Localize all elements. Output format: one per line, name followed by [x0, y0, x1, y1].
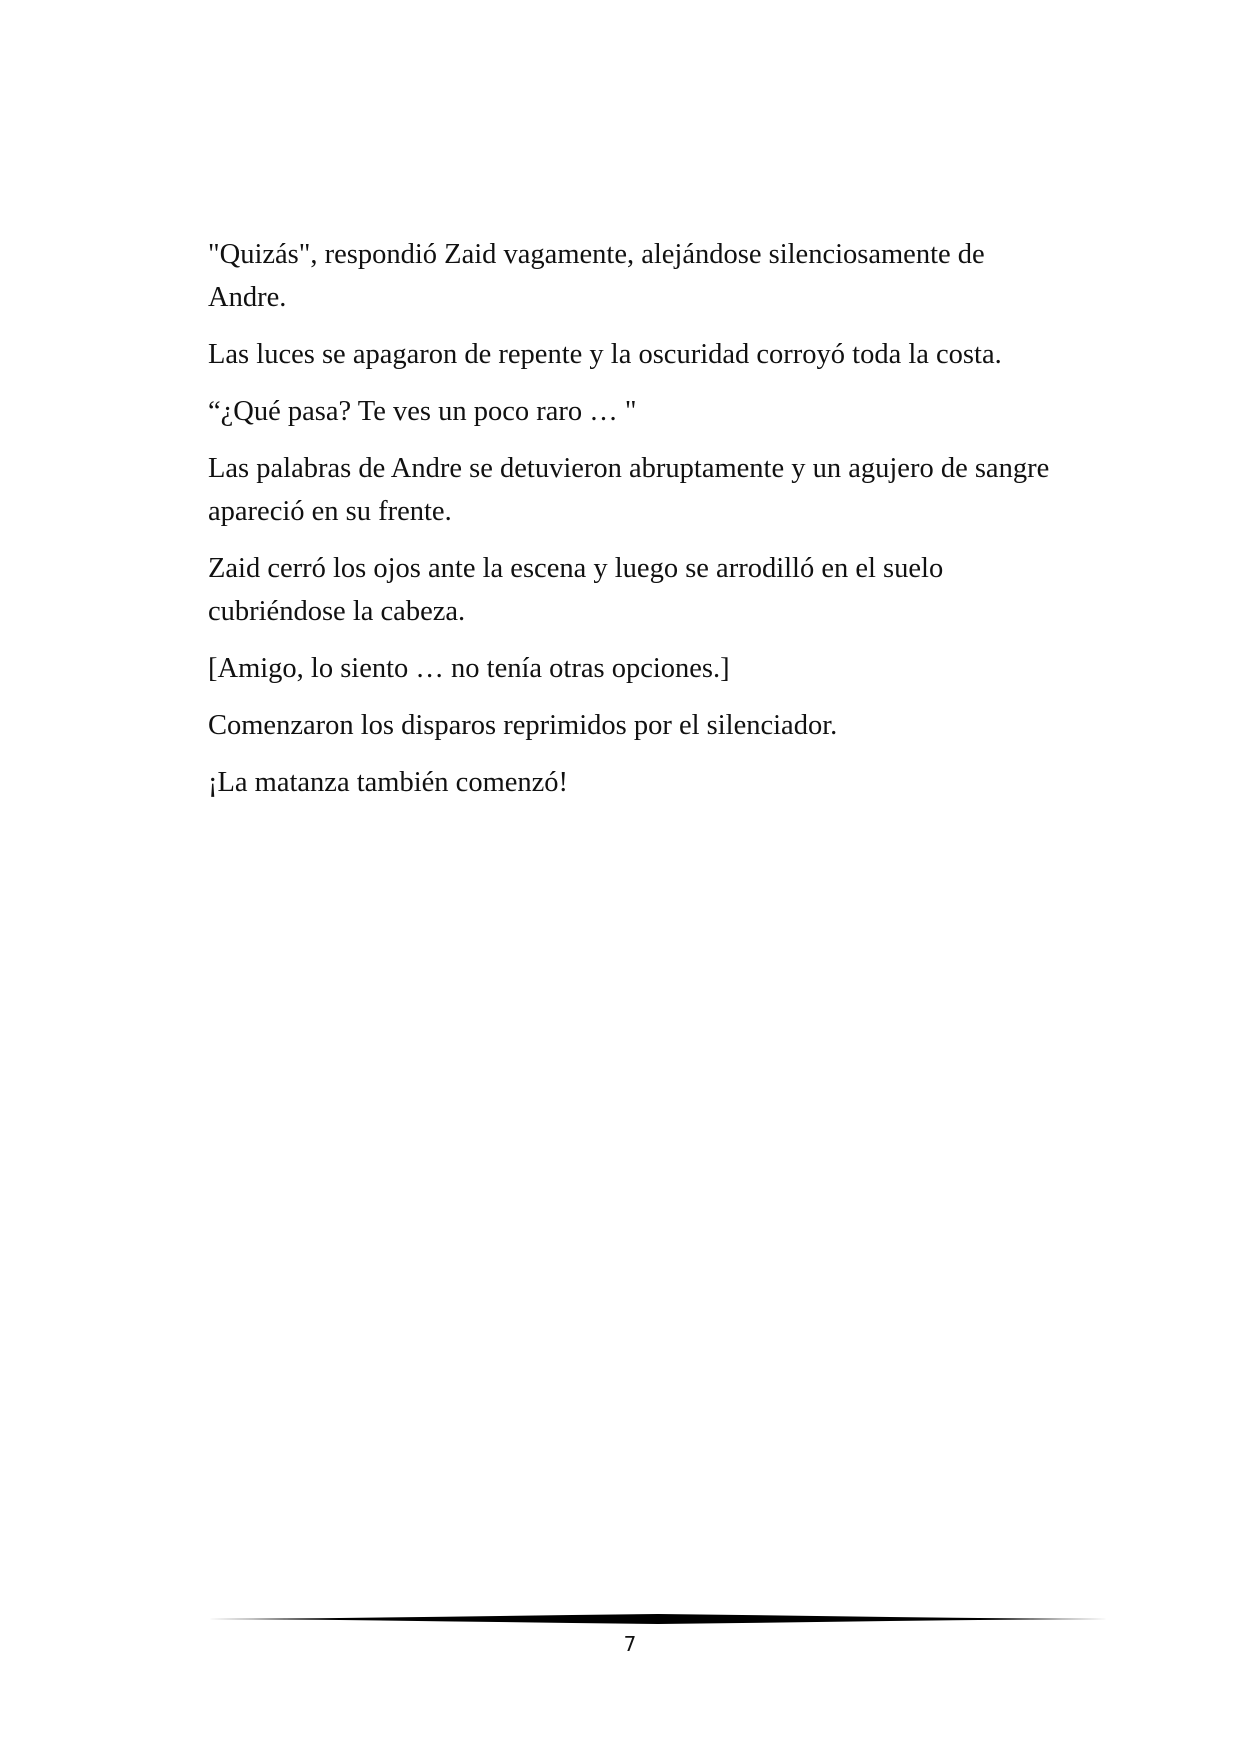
paragraph-4: Las palabras de Andre se detuvieron abruptamente y un agujero de sangre apareció en su frente.	[208, 453, 1050, 527]
paragraph-8: ¡La matanza también comenzó!	[208, 767, 569, 798]
paragraph-1: "Quizás", respondió Zaid vagamente, alejándose silenciosamente de Andre.	[208, 239, 985, 313]
paragraph-6: [Amigo, lo siento … no tenía otras opciones.]	[208, 653, 730, 684]
page-number: 7	[623, 1632, 637, 1656]
paragraph-5: Zaid cerró los ojos ante la escena y luego se arrodilló en el suelo cubriéndose la cabeza.	[208, 553, 944, 627]
page-text	[208, 233, 1068, 818]
paragraph-2: Las luces se apagaron de repente y la oscuridad corroyó toda la costa.	[208, 339, 1002, 370]
paragraph-7: Comenzaron los disparos reprimidos por el silenciador.	[208, 710, 838, 741]
paragraph-3: “¿Qué pasa? Te ves un poco raro … "	[208, 396, 637, 427]
footer-divider	[208, 1612, 1108, 1626]
